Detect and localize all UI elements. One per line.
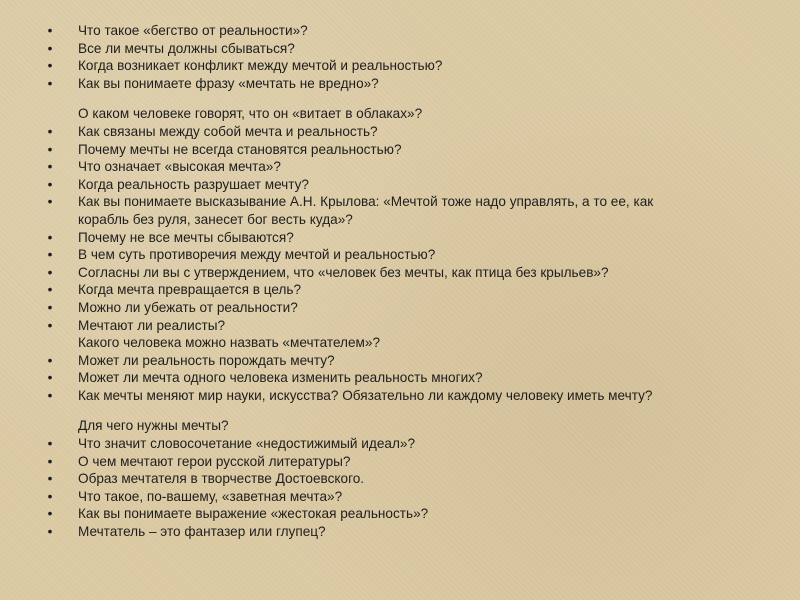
bullet-marker: • [47, 506, 53, 522]
question-item [44, 246, 754, 264]
question-item [44, 141, 754, 159]
bullet-marker: • [47, 370, 53, 386]
question-item [44, 40, 754, 58]
bullet-marker: • [47, 317, 53, 333]
bullet-marker: • [47, 141, 53, 157]
bullet-marker: • [47, 194, 53, 210]
bullet-marker: • [47, 229, 53, 245]
question-text: Когда мечта превращается в цель? [78, 282, 302, 298]
bullet-marker: • [47, 282, 53, 298]
question-item [44, 281, 754, 299]
question-text: Как вы понимаете фразу «мечтать не вредно»? [78, 75, 379, 91]
question-item [44, 369, 754, 387]
bullet-marker: • [47, 58, 53, 74]
bullet-marker: • [47, 159, 53, 175]
bullet-marker: • [47, 264, 53, 280]
question-text: Может ли реальность порождать мечту? [78, 352, 335, 368]
question-text: Можно ли убежать от реальности? [78, 299, 298, 315]
bullet-marker: • [47, 299, 53, 315]
bullet-marker: • [47, 176, 53, 192]
question-item [44, 264, 754, 282]
question-text: Как вы понимаете высказывание А.Н. Крылова: «Мечтой тоже надо управлять, а то ее, как корабль без руля, занесет бог весть куда»? [78, 194, 654, 227]
bullet-marker: • [47, 488, 53, 504]
bullet-marker: • [47, 75, 53, 91]
question-text: Мечтатель – это фантазер или глупец? [78, 524, 326, 540]
bullet-marker: • [47, 23, 53, 38]
question-text: О чем мечтают герои русской литературы? [78, 453, 351, 469]
question-item [44, 193, 754, 228]
question-item [44, 488, 754, 506]
question-item [44, 123, 754, 141]
question-item [44, 453, 754, 471]
question-text: В чем суть противоречия между мечтой и реальностью? [78, 247, 436, 263]
question-item [44, 470, 754, 488]
bullet-marker: • [47, 123, 53, 139]
bullet-marker: • [47, 453, 53, 469]
question-text: Что такое «бегство от реальности»? [78, 23, 308, 38]
question-text: Для чего нужны мечты? [78, 418, 229, 434]
question-text: Что такое, по-вашему, «заветная мечта»? [78, 488, 343, 504]
question-list [44, 22, 754, 541]
bullet-marker: • [47, 471, 53, 487]
question-text: Когда реальность разрушает мечту? [78, 176, 309, 192]
question-item [44, 229, 754, 247]
question-text: О каком человеке говорят, что он «витает в облаках»? [78, 106, 423, 122]
bullet-marker: • [47, 387, 53, 403]
question-text: Как мечты меняют мир науки, искусства? Обязательно ли каждому человеку иметь мечту? [78, 387, 653, 403]
question-item [44, 387, 754, 405]
question-text: Мечтают ли реалисты? Какого человека можно назвать «мечтателем»? [78, 317, 381, 351]
question-text: Согласны ли вы с утверждением, что «человек без мечты, как птица без крыльев»? [78, 264, 609, 280]
question-text: Когда возникает конфликт между мечтой и реальностью? [78, 58, 443, 74]
question-item [44, 75, 754, 93]
question-text: Как связаны между собой мечта и реальность? [78, 123, 378, 139]
question-text: Все ли мечты должны сбываться? [78, 40, 295, 56]
question-text: Может ли мечта одного человека изменить реальность многих? [78, 370, 483, 386]
question-item [44, 105, 754, 123]
bullet-marker: • [47, 247, 53, 263]
bullet-marker: • [47, 436, 53, 452]
question-text: Что значит словосочетание «недостижимый идеал»? [78, 436, 416, 452]
question-item [44, 176, 754, 194]
question-item [44, 435, 754, 453]
question-item [44, 317, 754, 352]
question-item [44, 299, 754, 317]
question-item [44, 417, 754, 435]
bullet-marker: • [47, 40, 53, 56]
question-item [44, 57, 754, 75]
question-text: Образ мечтателя в творчестве Достоевского. [78, 471, 365, 487]
bullet-marker: • [47, 524, 53, 540]
question-text: Что означает «высокая мечта»? [78, 159, 281, 175]
question-text: Почему мечты не всегда становятся реальностью? [78, 141, 402, 157]
question-text: Почему не все мечты сбываются? [78, 229, 294, 245]
question-item [44, 352, 754, 370]
question-item [44, 523, 754, 541]
question-item [44, 158, 754, 176]
question-text: Как вы понимаете выражение «жестокая реальность»? [78, 506, 429, 522]
bullet-marker: • [47, 352, 53, 368]
question-item [44, 505, 754, 523]
question-item [44, 22, 754, 40]
